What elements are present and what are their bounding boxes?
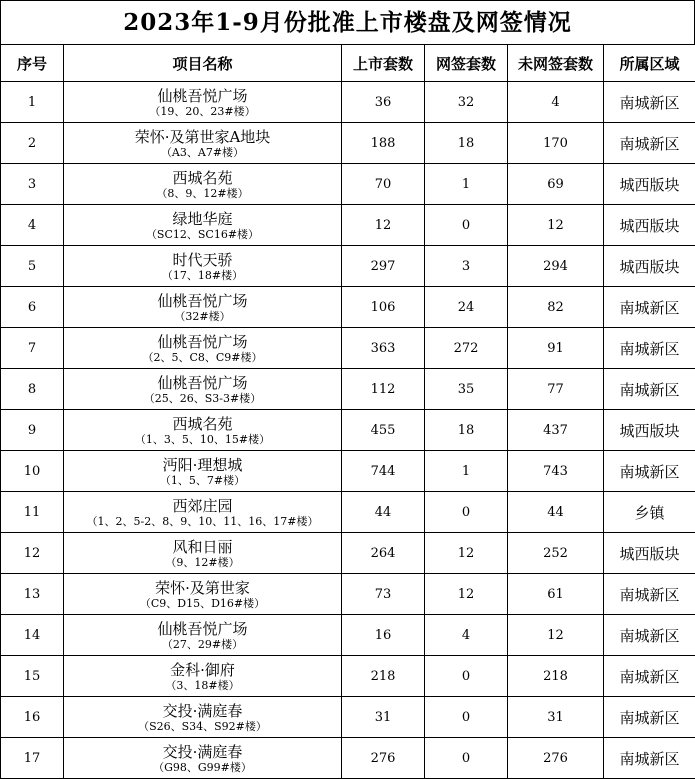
unsigned-count: 437 (508, 410, 604, 451)
unsigned-count: 218 (508, 656, 604, 697)
row-index: 9 (1, 410, 64, 451)
project-cell (64, 697, 342, 738)
area-name: 南城新区 (604, 615, 695, 656)
project-cell (64, 123, 342, 164)
project-cell (64, 574, 342, 615)
listed-count: 455 (342, 410, 425, 451)
project-buildings: （SC12、SC16#楼） (64, 228, 341, 241)
project-buildings: （19、20、23#楼） (64, 105, 341, 118)
listing-table (0, 44, 695, 779)
row-index: 4 (1, 205, 64, 246)
unsigned-count: 77 (508, 369, 604, 410)
row-index: 5 (1, 246, 64, 287)
project-cell (64, 82, 342, 123)
listed-count: 218 (342, 656, 425, 697)
table-row (1, 574, 695, 615)
project-name: 西城名苑 (64, 169, 341, 187)
row-index: 1 (1, 82, 64, 123)
header-index: 序号 (1, 45, 64, 82)
listed-count: 744 (342, 451, 425, 492)
project-name: 仙桃吾悦广场 (64, 333, 341, 351)
project-name: 西郊庄园 (64, 497, 341, 515)
area-name: 南城新区 (604, 82, 695, 123)
project-name: 交投·满庭春 (64, 702, 341, 720)
table-row (1, 328, 695, 369)
area-name: 乡镇 (604, 492, 695, 533)
signed-count: 35 (425, 369, 508, 410)
area-name: 城西版块 (604, 410, 695, 451)
table-row (1, 410, 695, 451)
header-row (1, 45, 695, 82)
project-buildings: （27、29#楼） (64, 638, 341, 651)
area-name: 南城新区 (604, 697, 695, 738)
signed-count: 0 (425, 205, 508, 246)
project-cell (64, 656, 342, 697)
signed-count: 12 (425, 533, 508, 574)
project-buildings: （9、12#楼） (64, 556, 341, 569)
project-cell (64, 164, 342, 205)
project-cell (64, 615, 342, 656)
listed-count: 276 (342, 738, 425, 779)
project-cell (64, 246, 342, 287)
project-buildings: （2、5、C8、C9#楼） (64, 351, 341, 364)
table-row (1, 738, 695, 779)
row-index: 6 (1, 287, 64, 328)
unsigned-count: 31 (508, 697, 604, 738)
area-name: 南城新区 (604, 574, 695, 615)
project-cell (64, 328, 342, 369)
project-cell (64, 451, 342, 492)
unsigned-count: 61 (508, 574, 604, 615)
project-buildings: （1、5、7#楼） (64, 474, 341, 487)
listed-count: 73 (342, 574, 425, 615)
row-index: 10 (1, 451, 64, 492)
table-row (1, 82, 695, 123)
project-name: 金科·御府 (64, 661, 341, 679)
signed-count: 12 (425, 574, 508, 615)
row-index: 2 (1, 123, 64, 164)
header-area: 所属区域 (604, 45, 695, 82)
project-name: 荣怀·及第世家A地块 (64, 128, 341, 146)
project-buildings: （17、18#楼） (64, 269, 341, 282)
signed-count: 4 (425, 615, 508, 656)
table-row (1, 451, 695, 492)
signed-count: 24 (425, 287, 508, 328)
header-listed: 上市套数 (342, 45, 425, 82)
unsigned-count: 12 (508, 205, 604, 246)
project-cell (64, 738, 342, 779)
signed-count: 0 (425, 656, 508, 697)
project-name: 时代天骄 (64, 251, 341, 269)
signed-count: 272 (425, 328, 508, 369)
unsigned-count: 69 (508, 164, 604, 205)
project-cell (64, 492, 342, 533)
project-buildings: （1、2、5-2、8、9、10、11、16、17#楼） (64, 515, 341, 528)
row-index: 3 (1, 164, 64, 205)
table-row (1, 656, 695, 697)
listed-count: 70 (342, 164, 425, 205)
project-cell (64, 369, 342, 410)
area-name: 南城新区 (604, 738, 695, 779)
signed-count: 0 (425, 738, 508, 779)
row-index: 8 (1, 369, 64, 410)
table-row (1, 123, 695, 164)
signed-count: 1 (425, 451, 508, 492)
unsigned-count: 12 (508, 615, 604, 656)
listed-count: 44 (342, 492, 425, 533)
listed-count: 264 (342, 533, 425, 574)
project-name: 西城名苑 (64, 415, 341, 433)
project-buildings: （C9、D15、D16#楼） (64, 597, 341, 610)
area-name: 南城新区 (604, 451, 695, 492)
project-cell (64, 205, 342, 246)
unsigned-count: 252 (508, 533, 604, 574)
project-cell (64, 410, 342, 451)
project-buildings: （32#楼） (64, 310, 341, 323)
row-index: 13 (1, 574, 64, 615)
listed-count: 31 (342, 697, 425, 738)
project-name: 沔阳·理想城 (64, 456, 341, 474)
header-project: 项目名称 (64, 45, 342, 82)
project-buildings: （S26、S34、S92#楼） (64, 720, 341, 733)
row-index: 11 (1, 492, 64, 533)
project-buildings: （25、26、S3-3#楼） (64, 392, 341, 405)
table-row (1, 697, 695, 738)
project-name: 风和日丽 (64, 538, 341, 556)
project-cell (64, 287, 342, 328)
project-name: 交投·满庭春 (64, 743, 341, 761)
area-name: 城西版块 (604, 205, 695, 246)
area-name: 城西版块 (604, 246, 695, 287)
unsigned-count: 743 (508, 451, 604, 492)
signed-count: 1 (425, 164, 508, 205)
row-index: 14 (1, 615, 64, 656)
row-index: 16 (1, 697, 64, 738)
table-row (1, 205, 695, 246)
table-row (1, 164, 695, 205)
project-buildings: （8、9、12#楼） (64, 187, 341, 200)
unsigned-count: 276 (508, 738, 604, 779)
project-name: 荣怀·及第世家 (64, 579, 341, 597)
signed-count: 3 (425, 246, 508, 287)
area-name: 城西版块 (604, 533, 695, 574)
row-index: 17 (1, 738, 64, 779)
area-name: 南城新区 (604, 287, 695, 328)
signed-count: 0 (425, 697, 508, 738)
signed-count: 18 (425, 410, 508, 451)
table-row (1, 246, 695, 287)
listed-count: 12 (342, 205, 425, 246)
project-buildings: （3、18#楼） (64, 679, 341, 692)
row-index: 12 (1, 533, 64, 574)
table-row (1, 492, 695, 533)
area-name: 城西版块 (604, 164, 695, 205)
listed-count: 297 (342, 246, 425, 287)
listed-count: 16 (342, 615, 425, 656)
project-cell (64, 533, 342, 574)
project-buildings: （1、3、5、10、15#楼） (64, 433, 341, 446)
unsigned-count: 4 (508, 82, 604, 123)
area-name: 南城新区 (604, 123, 695, 164)
table-row (1, 287, 695, 328)
project-buildings: （G98、G99#楼） (64, 761, 341, 774)
table-row (1, 533, 695, 574)
project-name: 绿地华庭 (64, 210, 341, 228)
area-name: 南城新区 (604, 369, 695, 410)
project-name: 仙桃吾悦广场 (64, 87, 341, 105)
signed-count: 18 (425, 123, 508, 164)
row-index: 15 (1, 656, 64, 697)
unsigned-count: 170 (508, 123, 604, 164)
unsigned-count: 91 (508, 328, 604, 369)
listed-count: 363 (342, 328, 425, 369)
signed-count: 32 (425, 82, 508, 123)
listed-count: 106 (342, 287, 425, 328)
project-name: 仙桃吾悦广场 (64, 292, 341, 310)
table-row (1, 369, 695, 410)
unsigned-count: 294 (508, 246, 604, 287)
project-name: 仙桃吾悦广场 (64, 374, 341, 392)
listed-count: 36 (342, 82, 425, 123)
project-name: 仙桃吾悦广场 (64, 620, 341, 638)
header-signed: 网签套数 (425, 45, 508, 82)
table-row (1, 615, 695, 656)
row-index: 7 (1, 328, 64, 369)
signed-count: 0 (425, 492, 508, 533)
unsigned-count: 44 (508, 492, 604, 533)
unsigned-count: 82 (508, 287, 604, 328)
header-unsigned: 未网签套数 (508, 45, 604, 82)
area-name: 南城新区 (604, 656, 695, 697)
project-buildings: （A3、A7#楼） (64, 146, 341, 159)
table-title: 2023年1-9月份批准上市楼盘及网签情况 (0, 0, 695, 44)
area-name: 南城新区 (604, 328, 695, 369)
listed-count: 188 (342, 123, 425, 164)
listed-count: 112 (342, 369, 425, 410)
